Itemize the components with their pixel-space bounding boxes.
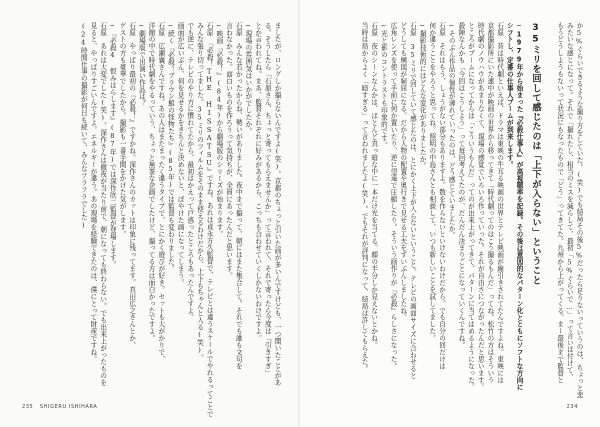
text-line: ─撮影技術的にはどんな変化がありましたか。 [418, 22, 427, 170]
text-line: ─光と影のコントラストも印象的です。 [379, 22, 388, 149]
text-line: 京都撮影所にいた連中が映画の世界から移ってきて「時代劇ってのはこう撮るもんだ」ってね。松竹の方はそういう [485, 22, 494, 384]
left-folio [22, 404, 97, 410]
right-page-top-lines [552, 22, 582, 400]
left-page-number: 235 [22, 404, 34, 410]
text-line: ゲストの方も豪華でしたから。撮影も一番手間をかけた気がします。 [118, 22, 126, 238]
right-page-body [322, 22, 522, 400]
text-line: 当時は局からよく「暗すぎる」って言われましたよ(笑)。でもそれが評判になって、結局は許してもらえた。 [360, 22, 368, 373]
text-line: 見ると、やっぱりすごいんですよ。エネルギーが違う。あの現場を経験できたのは、僕にとって財産ですね。 [88, 22, 97, 363]
text-line: ところがブームになってからは「こういうもんだ」ってのが出来上がってきて、パターンに当てはめるようになった。 [466, 22, 475, 391]
text-line: 石原 『必殺！THE HISSATSU』ですね。あれは貞永方久監督で、テレビとは違うスケールでやれるってことで [205, 22, 214, 418]
text-line: る。そうしたら「石原さん、ちょっと寄ってもらえませんか」って言われて、それで寄ったら今度は「引きすぎ」 [263, 22, 272, 377]
text-line: みんな張り切ってました。35ミリのフィルムをそのまま使えるわけだから、上下もちゃんと入る(笑)。 [195, 22, 204, 362]
text-line: どうしても構図が窮屈になる。だから人物の配置や奥行きで見せる工夫をずいぶんしましたね。 [398, 22, 407, 321]
text-line: ─続く『必殺！ブラウン館の怪物たち』(85年)では監督も変わりました。 [166, 22, 175, 273]
text-line: でも逆に、テレビのやり方に慣れてたから、最初はかえって戸惑ったところもあったんですよ。 [185, 22, 194, 321]
text-line: 広角レンズを使って手前に何か置いたり、逆に望遠で圧縮したり。そういう画作りが『必殺』らしさになった。 [389, 22, 398, 370]
text-line: 画面が広いぶん、何を見せるかをきちんと決めないと、ぼやけた画になってしまう。 [176, 22, 185, 287]
text-line: ─映画『必殺！』(84年)から劇場版のシリーズが始まります。 [214, 22, 223, 238]
text-line: (24時間仕事の撮影が何日も続いて、みんなフラフラでした) [79, 22, 88, 230]
text-line: ─1979年から始まった『必殺仕事人』が高視聴率を記録。その後は意図的なパターン化とともにソフトな方向に [515, 22, 523, 391]
text-line: 石原 それはもう、しょうがない部分もありますよ。数を作らないといけないわけだから。でも自分の回だけは [437, 22, 446, 370]
text-line: ─『必殺4 恨みはらします』(87年)では深作欣二監督が登場します。 [108, 22, 117, 269]
text-line: か5%ぐらいできるような撮り方をしていた。(笑)でも結局その後5%だったら足りないっていうのは、ちょっと悲 [575, 22, 583, 399]
running-author: SHIGERU ISHIHARA [39, 404, 98, 410]
text-line: とか言われてね。まあ、監督それぞれに好みがあるから、こっちも合わせていくしかないわけですよ。 [253, 22, 262, 342]
text-line: 石原 やっぱり最初の『必殺！』ですかね。深作さんのカットは印象に残ってます。真田広之さんとか、 [127, 22, 136, 349]
right-page [300, 0, 600, 427]
right-folio [567, 404, 578, 410]
text-line: 石原 夜のシーンなんかは、ほとんど真っ暗な中に一本だけ光を当てる。顔の半分しか見えないとかね。 [369, 22, 378, 349]
text-line: 石原 広瀬襄さんですね。あの人はまたまったく違うタイプで、とにかく遊びが好き。セットも大がかりで、 [156, 22, 165, 363]
section-heading: 35ミリを回して感じたのは「上下が入らない」ということ [530, 22, 541, 285]
text-line: 石原 35ミリで回していて感じたのは、とにかく上下が入らないということ。テレビの画面サイズに合わせると [408, 22, 417, 380]
text-line: 言わなかった。面白いものを作ろうって気持ちが、全員にあったんだと思います。 [224, 22, 233, 280]
text-line: ましたが、ロングしか撮らないんですよ(笑)。京都のちょっと引いた画が多いんですけども、一つ聞いたことがあ [273, 22, 281, 387]
right-page-number: 234 [566, 404, 578, 410]
text-line: シフトし、定番の仕事人ブームが到来します。 [505, 22, 514, 168]
text-line: 石原 昔は時代劇といえば、ドラマは東映の牛耳る映画の世界とテレビ映画が線引きされてたんですよね。東映には [495, 22, 504, 384]
text-line: ─劇場版で出演い作品は？ [137, 22, 146, 107]
text-line: 洋館の中で時代劇をやるっていう、ちょっと無茶な企画でしたけど、撮ってる方は面白かったですよ。 [147, 22, 156, 342]
text-line: 石原 あれは大変でした(笑)。深作さんは徹夜が当たり前で、朝になっても終わらない。でも出来上がったものを [98, 22, 107, 387]
text-line: もうどうしようもないって状況にもなったもので「どう」ってきてた。九州から上がってくる。まー最後まで監督と [555, 22, 564, 384]
text-line: 石原 みんな若かったからね、勢いがありました。夜中まで撮って、朝にはまた集合して。それでも誰も文句を [234, 22, 243, 370]
text-line: 殺陣なんかも「今回はこうしよう」って毎回考えてたのが、だんだん決まりごとになっていくんですね。 [456, 22, 465, 349]
text-line: 時代劇のノウハウがあまりなくて、現場の感覚でいろいろ作っていった。それが自由さにつながったんだと思います。 [476, 22, 485, 391]
text-line: ─そのぶん作品の個性が薄れていったのは、どう感じていましたか。 [447, 22, 456, 239]
text-line: 何か違うことをやろうと思ってね。照明の中島さんとも相談して、いつも新しいことを試してました。 [427, 22, 436, 342]
text-line: みたいな感じになって。それで「撮れたし、相当のミスを減らして、最初「5%ぐらいで…」って言いは付けて、 [565, 22, 574, 381]
text-line: ─現場の雰囲気はいかがでしたか。 [243, 22, 252, 135]
